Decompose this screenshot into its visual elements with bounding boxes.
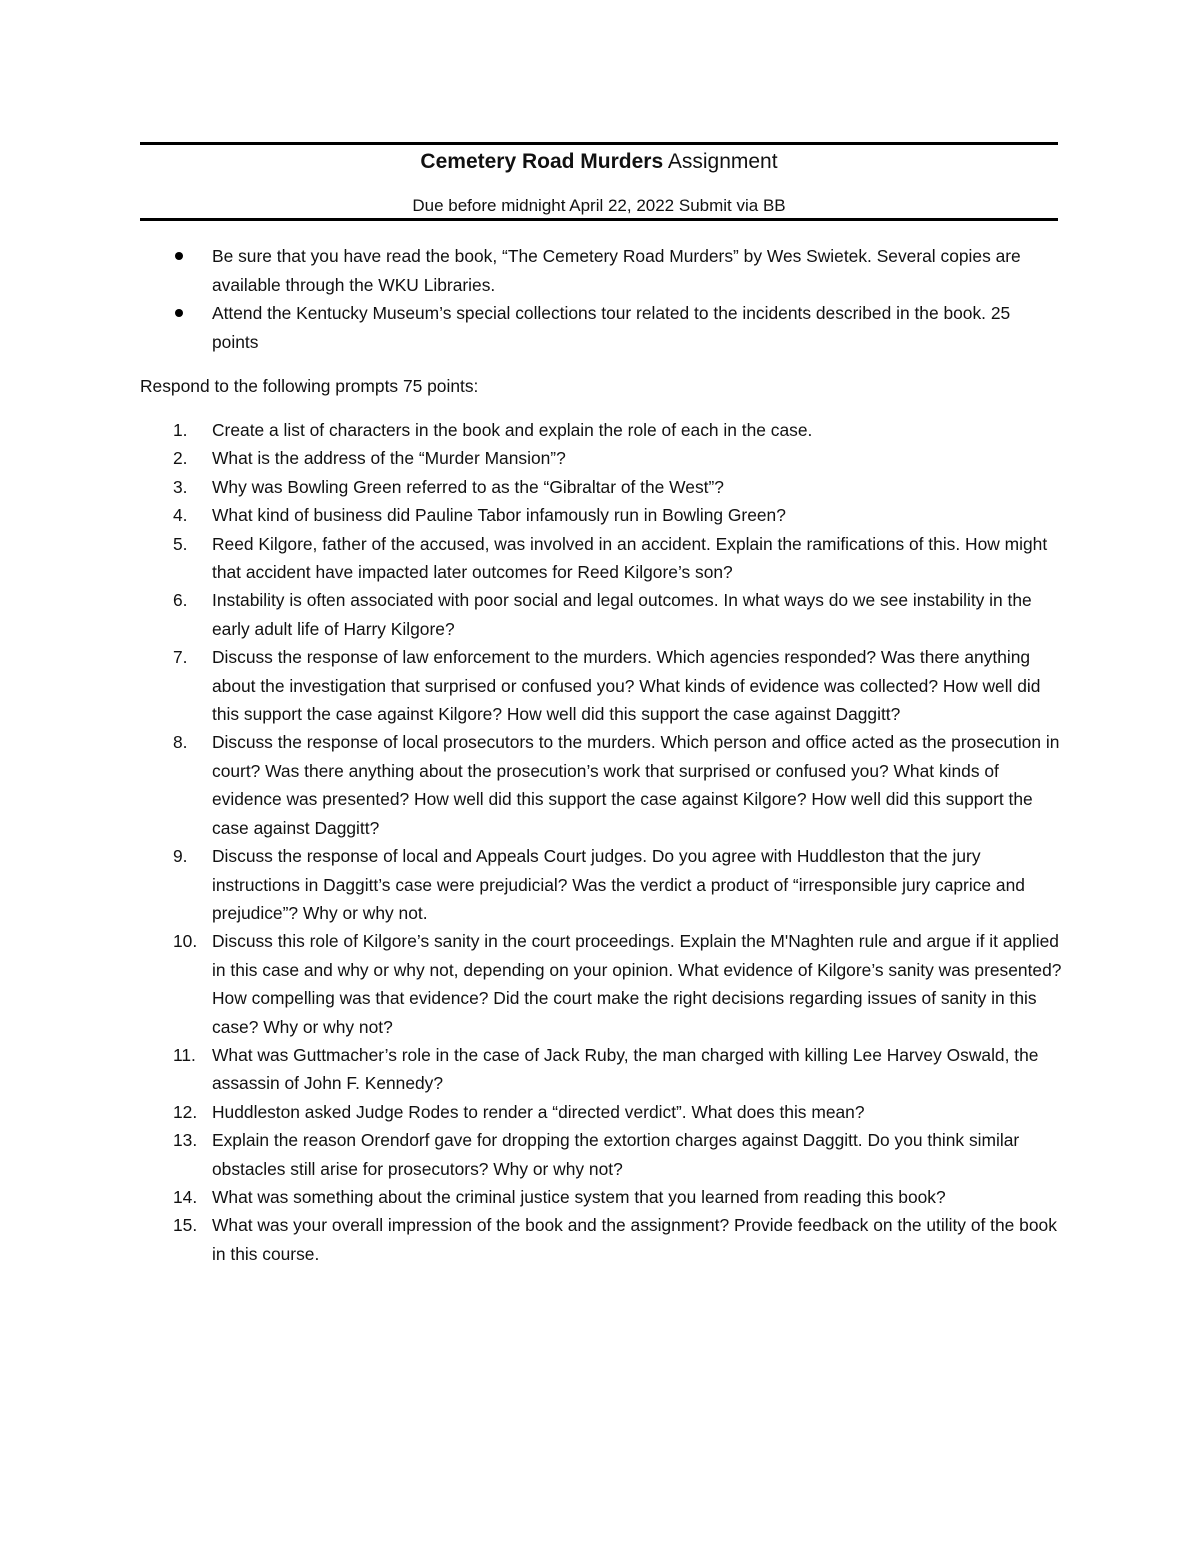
prompt-item	[140, 1041, 1065, 1098]
prompt-text: What kind of business did Pauline Tabor infamously run in Bowling Green?	[212, 505, 786, 526]
requirements-list	[140, 242, 1060, 356]
prompt-item	[140, 1183, 1065, 1211]
prompt-number: 8.	[173, 732, 188, 753]
prompts-list	[140, 416, 1065, 1268]
prompt-number: 6.	[173, 590, 188, 611]
prompt-item	[140, 842, 1065, 927]
prompt-number: 4.	[173, 505, 188, 526]
prompt-text: Discuss the response of local prosecutors to the murders. Which person and office acted as the prosecution in court? Was there anything about the prosecution’s work that surprised or confused you? What kinds of evidence was presented? How well did this support the case against Kilgore? How well did this support the case against Daggitt?	[212, 732, 1060, 838]
prompt-text: Why was Bowling Green referred to as the “Gibraltar of the West”?	[212, 476, 724, 497]
prompt-text: What was Guttmacher’s role in the case of Jack Ruby, the man charged with killing Lee Harvey Oswald, the assassin of John F. Kennedy?	[212, 1044, 1039, 1094]
title-bold-part: Cemetery Road Murders	[420, 150, 664, 173]
prompt-text: What was something about the criminal justice system that you learned from reading this book?	[212, 1186, 946, 1207]
prompt-item	[140, 444, 1065, 472]
prompt-number: 10.	[173, 931, 198, 952]
prompt-number: 9.	[173, 846, 188, 867]
prompt-item	[140, 927, 1065, 1041]
prompt-number: 15.	[173, 1215, 198, 1236]
prompt-item	[140, 586, 1065, 643]
requirement-item	[140, 299, 1060, 356]
prompt-text: Explain the reason Orendorf gave for dropping the extortion charges against Daggitt. Do you think similar obstacles still arise for prosecutors? Why or why not?	[212, 1130, 1020, 1179]
bullet-dot-icon	[175, 309, 183, 317]
prompt-item	[140, 416, 1065, 444]
prompt-number: 11.	[173, 1044, 196, 1065]
prompt-text: Discuss the response of local and Appeals Court judges. Do you agree with Huddleston that the jury instructions in Daggitt’s case were prejudicial? Was the verdict a product of “irresponsible jury caprice and prejudice”? Why or why not.	[212, 846, 1025, 923]
bullet-dot-icon	[175, 252, 183, 260]
prompt-number: 5.	[173, 533, 188, 554]
title-rest-part: Assignment	[663, 150, 778, 173]
prompt-number: 1.	[173, 420, 188, 440]
prompt-item	[140, 1098, 1065, 1126]
requirement-item	[140, 242, 1060, 299]
prompt-number: 13.	[173, 1130, 198, 1151]
prompt-number: 14.	[173, 1186, 198, 1207]
prompt-text: Discuss this role of Kilgore’s sanity in the court proceedings. Explain the M'Naghten rule and argue if it applied in this case and why or why not, depending on your opinion. What evidence of Kilgore’s sanity was presented? How compelling was that evidence? Did the court make the right decisions regarding issues of sanity in this case? Why or why not?	[212, 931, 1062, 1037]
header-top-rule	[140, 142, 1058, 145]
prompt-text: Reed Kilgore, father of the accused, was involved in an accident. Explain the ramifications of this. How might that accident have impacted later outcomes for Reed Kilgore’s son?	[212, 533, 1048, 583]
requirement-text: Attend the Kentucky Museum’s special collections tour related to the incidents described in the book. 25 points	[212, 303, 1011, 352]
prompt-text: Huddleston asked Judge Rodes to render a “directed verdict”. What does this mean?	[212, 1101, 865, 1122]
page-title	[140, 148, 1058, 176]
prompt-item	[140, 530, 1065, 587]
prompt-number: 3.	[173, 476, 188, 497]
prompt-item	[140, 728, 1065, 842]
prompt-number: 2.	[173, 448, 188, 469]
prompt-item	[140, 473, 1065, 501]
requirement-text: Be sure that you have read the book, “The Cemetery Road Murders” by Wes Swietek. Several copies are available through the WKU Libraries.	[212, 246, 1021, 295]
prompt-text: Instability is often associated with poor social and legal outcomes. In what ways do we see instability in the early adult life of Harry Kilgore?	[212, 590, 1032, 639]
prompt-number: 7.	[173, 647, 188, 668]
prompt-item	[140, 501, 1065, 529]
prompt-item	[140, 1211, 1065, 1268]
prompts-intro: Respond to the following prompts 75 points:	[140, 376, 479, 396]
prompt-text: What was your overall impression of the book and the assignment? Provide feedback on the utility of the book in this course.	[212, 1215, 1057, 1264]
due-date-line: Due before midnight April 22, 2022 Submit via BB	[412, 196, 786, 215]
prompt-text: What is the address of the “Murder Mansion”?	[212, 448, 566, 469]
prompt-number: 12.	[173, 1101, 198, 1122]
header-bottom-rule	[140, 218, 1058, 221]
prompt-item	[140, 1126, 1065, 1183]
prompt-item	[140, 643, 1065, 728]
prompt-text: Create a list of characters in the book and explain the role of each in the case.	[212, 420, 813, 440]
prompt-text: Discuss the response of law enforcement to the murders. Which agencies responded? Was there anything about the investigation that surprised or confused you? What kinds of evidence was collected? How well did this support the case against Kilgore? How well did this support the case against Daggitt?	[212, 647, 1041, 725]
